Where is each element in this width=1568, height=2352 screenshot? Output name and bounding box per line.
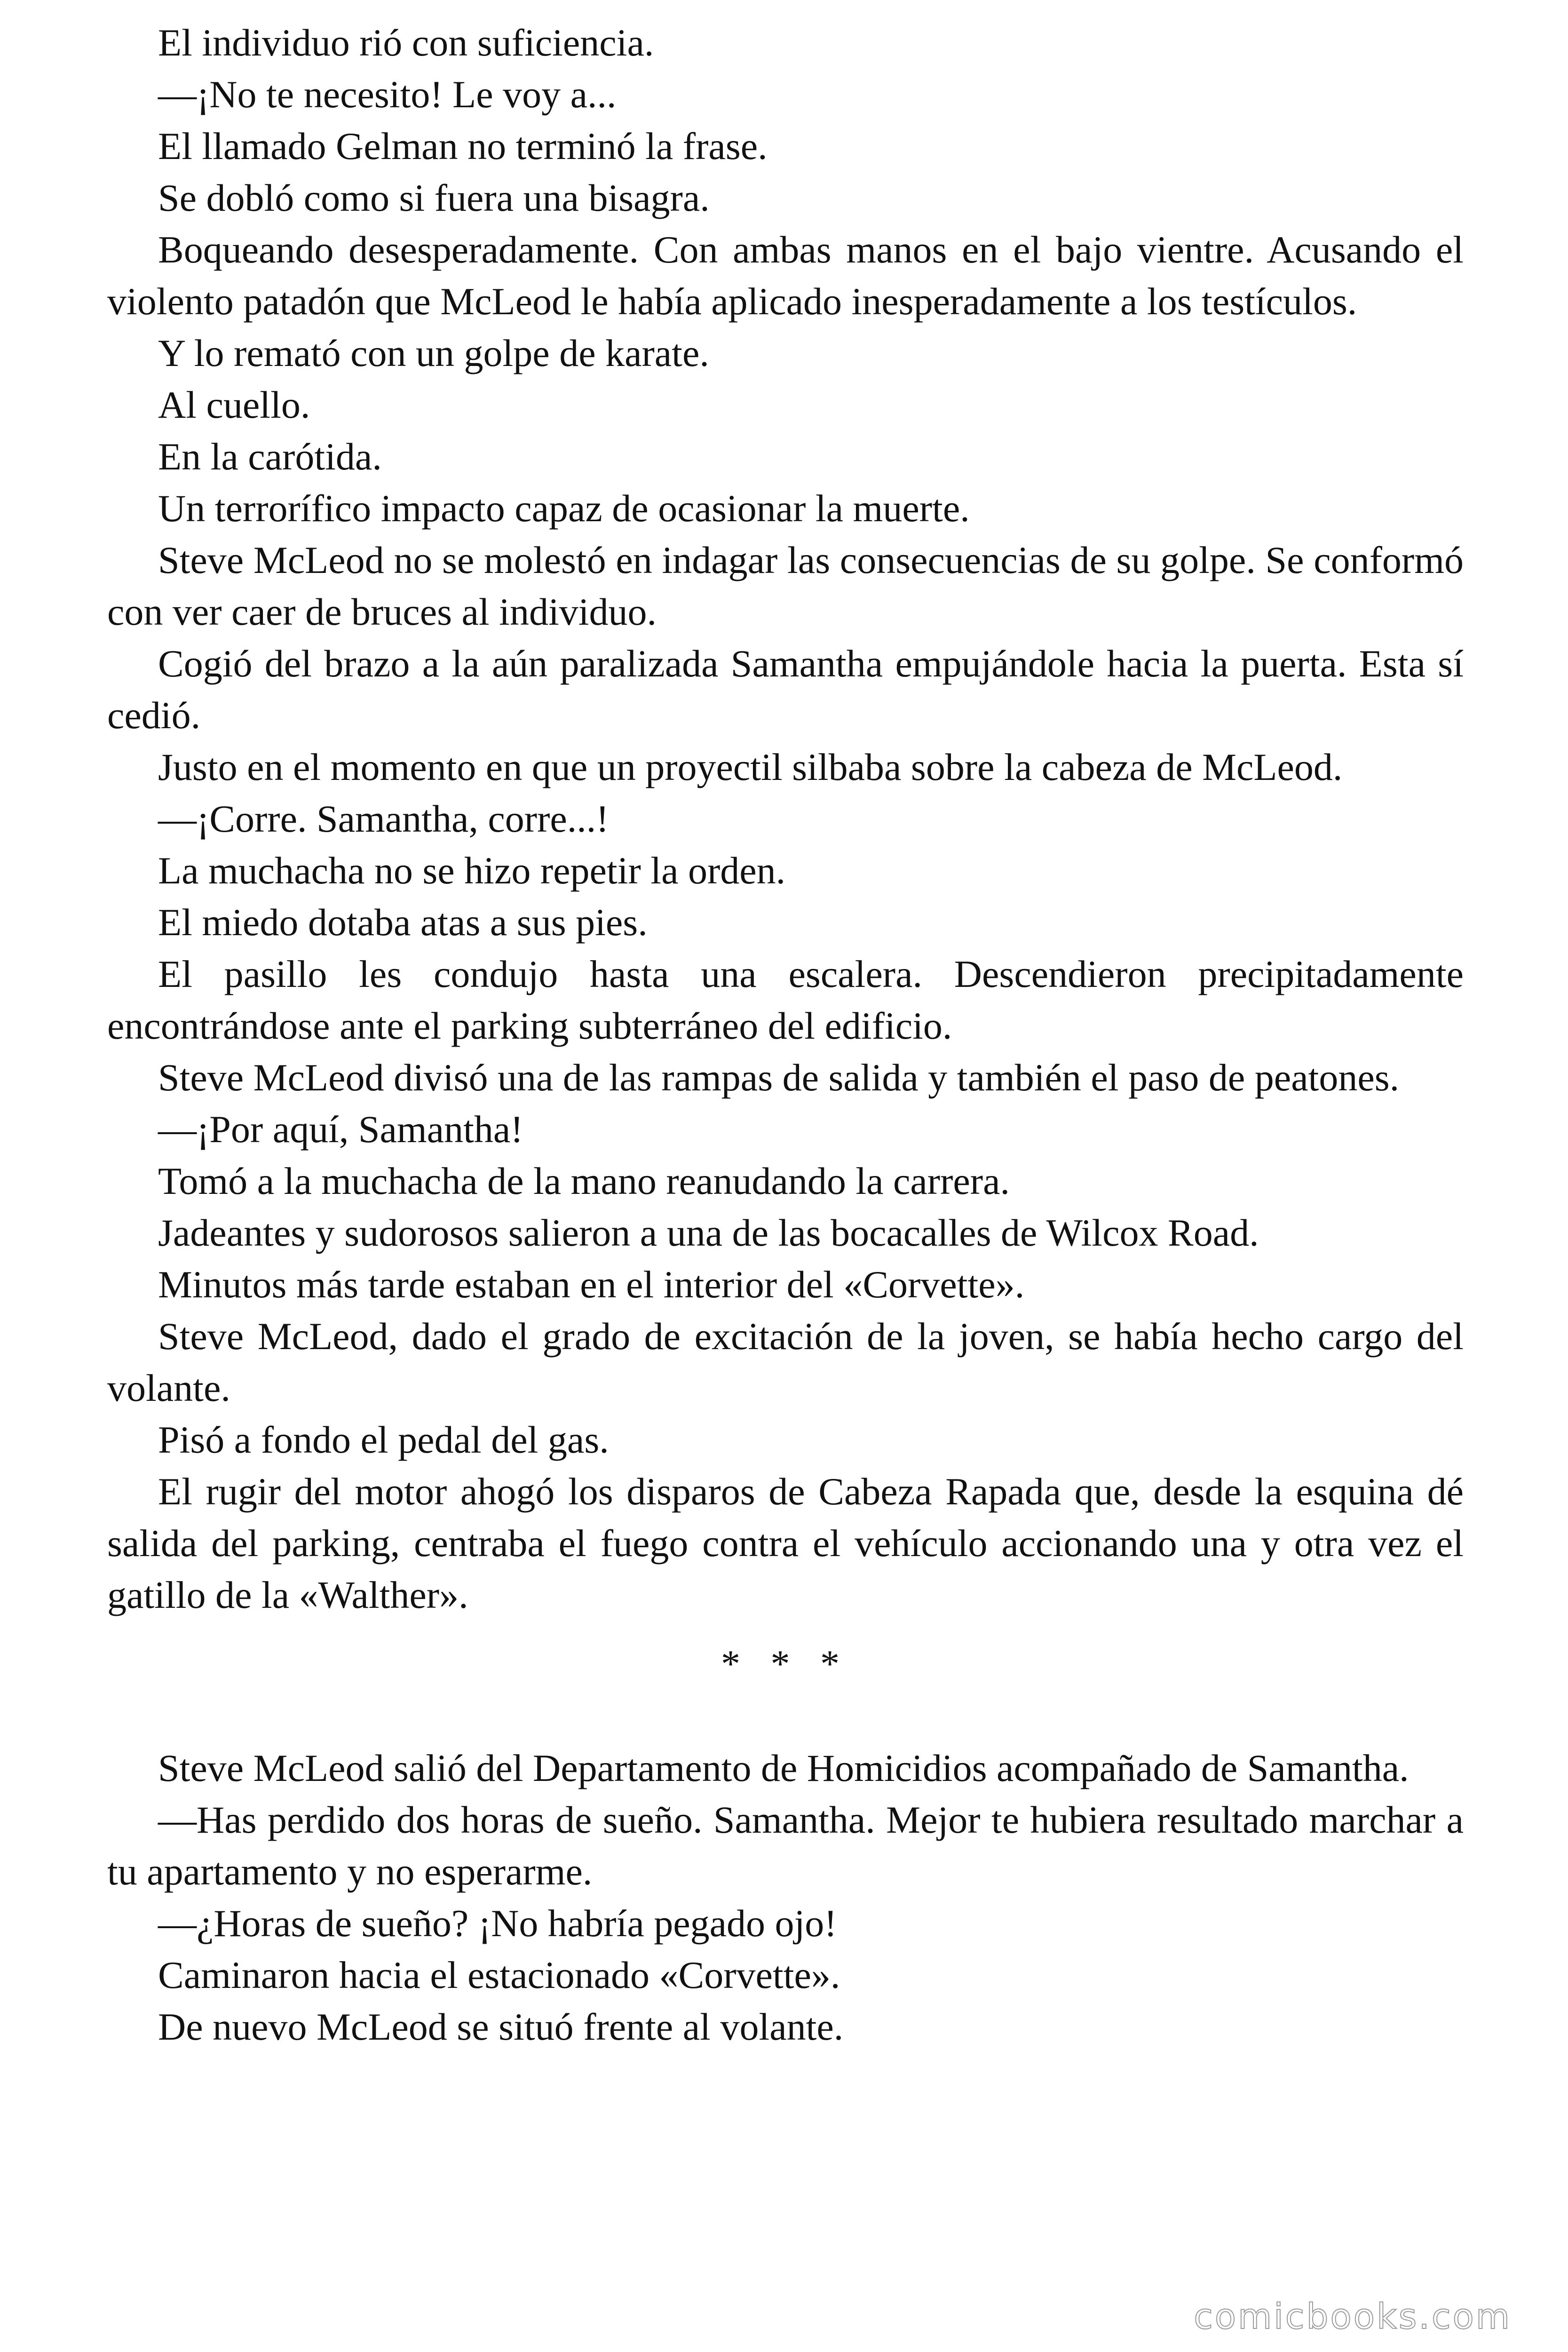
paragraph: El llamado Gelman no terminó la frase. bbox=[158, 125, 768, 167]
paragraph: El pasillo les condujo hasta una escalera. Descendieron precipitadamente encontrándose ante el parking subterráneo del edificio. bbox=[107, 953, 1464, 1047]
paragraph: Tomó a la muchacha de la mano reanudando la carrera. bbox=[158, 1160, 1010, 1202]
paragraph: —¿Horas de sueño? ¡No habría pegado ojo! bbox=[158, 1902, 837, 1945]
paragraph: Jadeantes y sudorosos salieron a una de las bocacalles de Wilcox Road. bbox=[158, 1211, 1259, 1254]
paragraph: —¡Corre. Samantha, corre...! bbox=[158, 797, 609, 840]
paragraph: Al cuello. bbox=[158, 383, 310, 426]
paragraph: Steve McLeod salió del Departamento de Homicidios acompañado de Samantha. bbox=[158, 1747, 1409, 1789]
paragraph: En la carótida. bbox=[158, 435, 382, 478]
paragraph: Steve McLeod no se molestó en indagar las consecuencias de su golpe. Se conformó con ver caer de bruces al individuo. bbox=[107, 539, 1464, 633]
paragraph: Minutos más tarde estaban en el interior del «Corvette». bbox=[158, 1263, 1025, 1306]
paragraph: El miedo dotaba atas a sus pies. bbox=[158, 901, 648, 944]
paragraph: El rugir del motor ahogó los disparos de Cabeza Rapada que, desde la esquina dé salida del parking, centraba el fuego contra el vehículo accionando una y otra vez el gatillo de la «Walther». bbox=[107, 1470, 1464, 1616]
paragraph: —¡Por aquí, Samantha! bbox=[158, 1108, 523, 1151]
paragraph: Boqueando desesperadamente. Con ambas manos en el bajo vientre. Acusando el violento patadón que McLeod le había aplicado inesperadamente a los testículos. bbox=[107, 228, 1464, 323]
paragraph: Steve McLeod divisó una de las rampas de salida y también el paso de peatones. bbox=[158, 1056, 1400, 1099]
page-text bbox=[107, 17, 1464, 2053]
paragraph: Y lo remató con un golpe de karate. bbox=[158, 332, 709, 374]
paragraph: De nuevo McLeod se situó frente al volante. bbox=[158, 2005, 844, 2048]
paragraph: Steve McLeod, dado el grado de excitación de la joven, se había hecho cargo del volante. bbox=[107, 1315, 1464, 1409]
watermark: comicbooks.com bbox=[1194, 2296, 1512, 2337]
paragraph: El individuo rió con suficiencia. bbox=[158, 21, 654, 64]
paragraph: Un terrorífico impacto capaz de ocasionar la muerte. bbox=[158, 487, 970, 530]
paragraph: Se dobló como si fuera una bisagra. bbox=[158, 176, 710, 219]
paragraph: Justo en el momento en que un proyectil silbaba sobre la cabeza de McLeod. bbox=[158, 746, 1343, 788]
paragraph: Pisó a fondo el pedal del gas. bbox=[158, 1418, 609, 1461]
paragraph: Caminaron hacia el estacionado «Corvette». bbox=[158, 1954, 840, 1996]
paragraph: Cogió del brazo a la aún paralizada Samantha empujándole hacia la puerta. Esta sí cedió. bbox=[107, 642, 1464, 737]
section-break: * * * bbox=[721, 1642, 850, 1685]
paragraph: La muchacha no se hizo repetir la orden. bbox=[158, 849, 786, 892]
paragraph: —¡No te necesito! Le voy a... bbox=[158, 73, 617, 116]
paragraph: —Has perdido dos horas de sueño. Samantha. Mejor te hubiera resultado marchar a tu apartamento y no esperarme. bbox=[107, 1798, 1464, 1893]
